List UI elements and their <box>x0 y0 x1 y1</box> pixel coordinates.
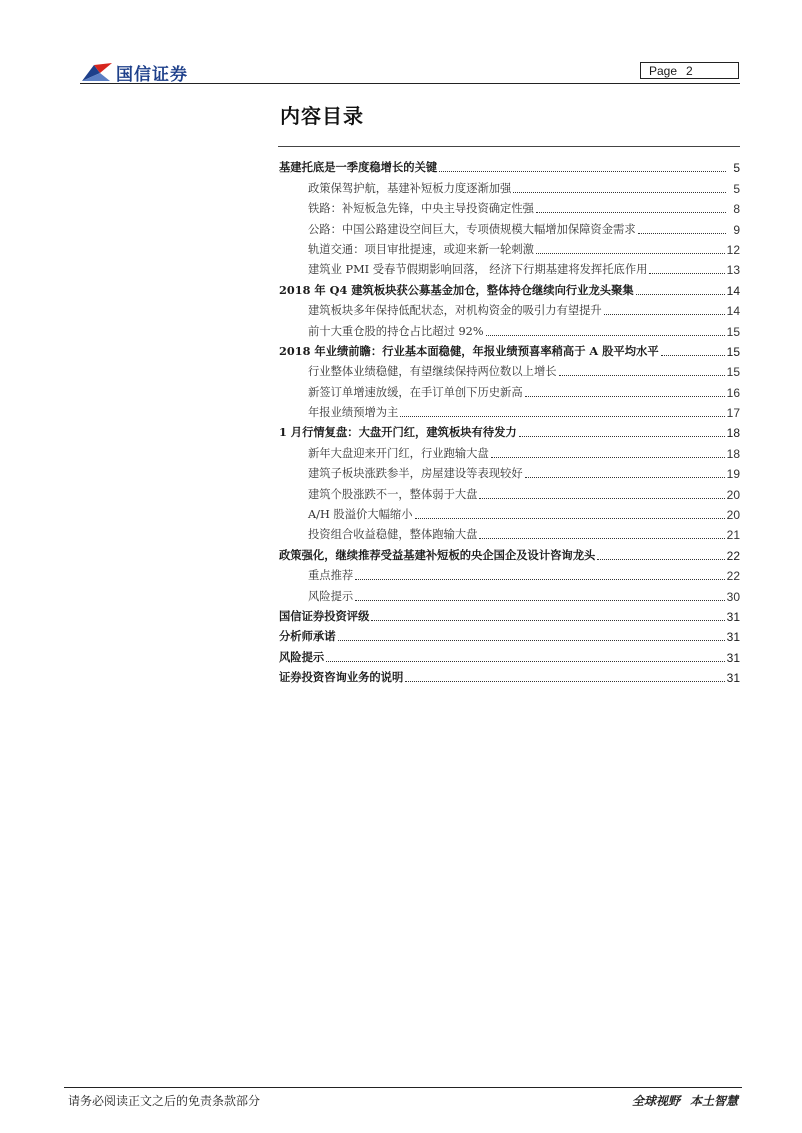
toc-dot-leader <box>519 436 725 437</box>
toc-entry-page: 12 <box>726 242 740 257</box>
toc-entry[interactable] <box>279 461 740 481</box>
toc-entry-title: 年报业绩预增为主 <box>308 406 399 420</box>
toc-entry-page: 13 <box>726 263 740 278</box>
toc-entry[interactable] <box>279 318 740 338</box>
toc-entry-title: 新签订单增速放缓，在手订单创下历史新高 <box>308 385 523 399</box>
toc-entry[interactable] <box>279 400 740 420</box>
toc-entry-page: 31 <box>726 671 740 686</box>
page-header <box>80 56 740 86</box>
toc-title-divider <box>278 146 740 147</box>
toc-entry[interactable] <box>279 298 740 318</box>
footer-disclaimer: 请务必阅读正文之后的免责条款部分 <box>68 1094 261 1108</box>
toc-entry-title: 政策强化，继续推荐受益基建补短板的央企国企及设计咨询龙头 <box>279 547 596 562</box>
page-label: Page <box>649 64 678 78</box>
toc-entry-title: 公路：中国公路建设空间巨大，专项债规模大幅增加保障资金需求 <box>308 222 636 236</box>
toc-entry[interactable] <box>279 481 740 501</box>
toc-entry-title: 投资组合收益稳健，整体跑输大盘 <box>308 528 478 542</box>
toc-entry-page: 5 <box>733 181 740 196</box>
toc-entry[interactable] <box>279 257 740 277</box>
toc-entry[interactable] <box>279 359 740 379</box>
toc-dot-leader <box>355 600 724 601</box>
toc-entry-page: 8 <box>733 202 740 217</box>
toc-entry-page: 20 <box>726 508 740 523</box>
toc-dot-leader <box>439 171 726 172</box>
toc-entry[interactable] <box>279 604 740 624</box>
toc-entry[interactable] <box>279 542 740 562</box>
toc-dot-leader <box>355 579 724 580</box>
toc-dot-leader <box>525 477 725 478</box>
toc-entry-title: 建筑业 PMI 受春节假期影响回落， 经济下行期基建将发挥托底作用 <box>308 263 648 277</box>
toc-entry-title: 建筑板块多年保持低配状态，对机构资金的吸引力有望提升 <box>308 304 602 318</box>
toc-dot-leader <box>604 314 725 315</box>
toc-entry[interactable] <box>279 624 740 644</box>
toc-entry-title: 前十大重仓股的持仓占比超过 92% <box>308 324 484 338</box>
toc-entry-page: 31 <box>726 609 740 624</box>
toc-dot-leader <box>536 212 726 213</box>
toc-dot-leader <box>491 457 725 458</box>
toc-entry-page: 14 <box>726 283 740 298</box>
toc-entry-page: 15 <box>726 365 740 380</box>
toc-dot-leader <box>326 661 724 662</box>
page-number: 2 <box>686 64 693 78</box>
toc-entry-page: 19 <box>726 467 740 482</box>
toc-entry-page: 14 <box>726 304 740 319</box>
toc-entry-page: 17 <box>726 406 740 421</box>
toc-dot-leader <box>649 273 724 274</box>
toc-entry-page: 22 <box>726 569 740 584</box>
toc-entry[interactable] <box>279 237 740 257</box>
toc-entry[interactable] <box>279 644 740 664</box>
toc-title: 内容目录 <box>280 104 364 128</box>
header-divider <box>80 83 740 84</box>
toc-dot-leader <box>638 233 726 234</box>
toc-entry[interactable] <box>279 502 740 522</box>
toc-entry-page: 31 <box>726 630 740 645</box>
toc-entry-page: 16 <box>726 385 740 400</box>
toc-entry-page: 31 <box>726 650 740 665</box>
toc-entry-title: 新年大盘迎来开门红，行业跑输大盘 <box>308 446 489 460</box>
toc-entry-title: 政策保驾护航，基建补短板力度逐渐加强 <box>308 181 512 195</box>
toc-entry-title: 风险提示 <box>279 649 325 664</box>
toc-entry-title: 建筑子板块涨跌参半，房屋建设等表现较好 <box>308 467 523 481</box>
toc-entry-title: 分析师承诺 <box>279 629 336 644</box>
toc-dot-leader <box>486 335 725 336</box>
toc-dot-leader <box>415 518 725 519</box>
toc-entry-page: 20 <box>726 487 740 502</box>
brand-logo-icon <box>80 59 114 85</box>
toc-dot-leader <box>479 498 724 499</box>
page-indicator <box>640 62 739 79</box>
brand-logo <box>80 58 188 86</box>
footer-slogan <box>632 1092 738 1109</box>
toc-dot-leader <box>525 396 725 397</box>
toc-entry-title: 轨道交通：项目审批提速，或迎来新一轮刺激 <box>308 242 534 256</box>
toc-dot-leader <box>559 375 725 376</box>
toc-entry[interactable] <box>279 440 740 460</box>
toc-entry-title: 证券投资咨询业务的说明 <box>279 670 404 685</box>
toc-entry-title: 重点推荐 <box>308 569 354 583</box>
toc-entry-page: 15 <box>726 344 740 359</box>
toc-entry-page: 21 <box>726 528 740 543</box>
toc-entry-page: 22 <box>726 548 740 563</box>
toc-entry-title: 2018 年业绩前瞻：行业基本面稳健，年报业绩预喜率稍高于 A 股平均水平 <box>279 343 659 358</box>
toc-dot-leader <box>636 294 725 295</box>
toc-entry-page: 5 <box>733 161 740 176</box>
toc-entry-page: 15 <box>726 324 740 339</box>
toc-entry-title: 行业整体业绩稳健，有望继续保持两位数以上增长 <box>308 365 557 379</box>
footer-slogan-2: 本土智慧 <box>690 1094 739 1108</box>
toc-entry-page: 30 <box>726 589 740 604</box>
toc-entry[interactable] <box>279 277 740 297</box>
toc-entry-title: 建筑个股涨跌不一，整体弱于大盘 <box>308 487 478 501</box>
toc-entry[interactable] <box>279 339 740 359</box>
toc-dot-leader <box>405 681 724 682</box>
toc-dot-leader <box>661 355 725 356</box>
toc-entry-title: 铁路：补短板急先锋，中央主导投资确定性强 <box>308 202 534 216</box>
toc-entry-title: 国信证券投资评级 <box>279 608 370 623</box>
toc-entry-title: 基建托底是一季度稳增长的关键 <box>279 160 438 175</box>
toc-entry[interactable] <box>279 420 740 440</box>
toc-entry[interactable] <box>279 155 740 175</box>
footer-slogan-1: 全球视野 <box>632 1094 681 1108</box>
toc-entry-title: A/H 股溢价大幅缩小 <box>308 508 413 522</box>
toc-entry[interactable] <box>279 379 740 399</box>
toc-entry-title: 2018 年 Q4 建筑板块获公募基金加仓，整体持仓继续向行业龙头聚集 <box>279 282 634 297</box>
toc-dot-leader <box>400 416 724 417</box>
toc-entry-title: 1 月行情复盘：大盘开门红，建筑板块有待发力 <box>279 425 517 440</box>
toc-entry[interactable] <box>279 196 740 216</box>
toc-entry[interactable] <box>279 522 740 542</box>
toc-dot-leader <box>479 538 724 539</box>
toc-entry[interactable] <box>279 563 740 583</box>
toc-entry[interactable] <box>279 216 740 236</box>
toc-entry-page: 18 <box>726 446 740 461</box>
toc-dot-leader <box>338 640 725 641</box>
brand-name: 国信证券 <box>116 64 188 85</box>
footer-divider <box>64 1087 742 1088</box>
toc-entry-page: 9 <box>733 222 740 237</box>
toc-entry[interactable] <box>279 583 740 603</box>
table-of-contents <box>279 155 740 685</box>
toc-entry-title: 风险提示 <box>308 589 354 603</box>
toc-entry[interactable] <box>279 665 740 685</box>
toc-dot-leader <box>536 253 725 254</box>
toc-dot-leader <box>371 620 724 621</box>
toc-dot-leader <box>597 559 724 560</box>
toc-dot-leader <box>513 192 726 193</box>
toc-entry[interactable] <box>279 175 740 195</box>
toc-entry-page: 18 <box>726 426 740 441</box>
